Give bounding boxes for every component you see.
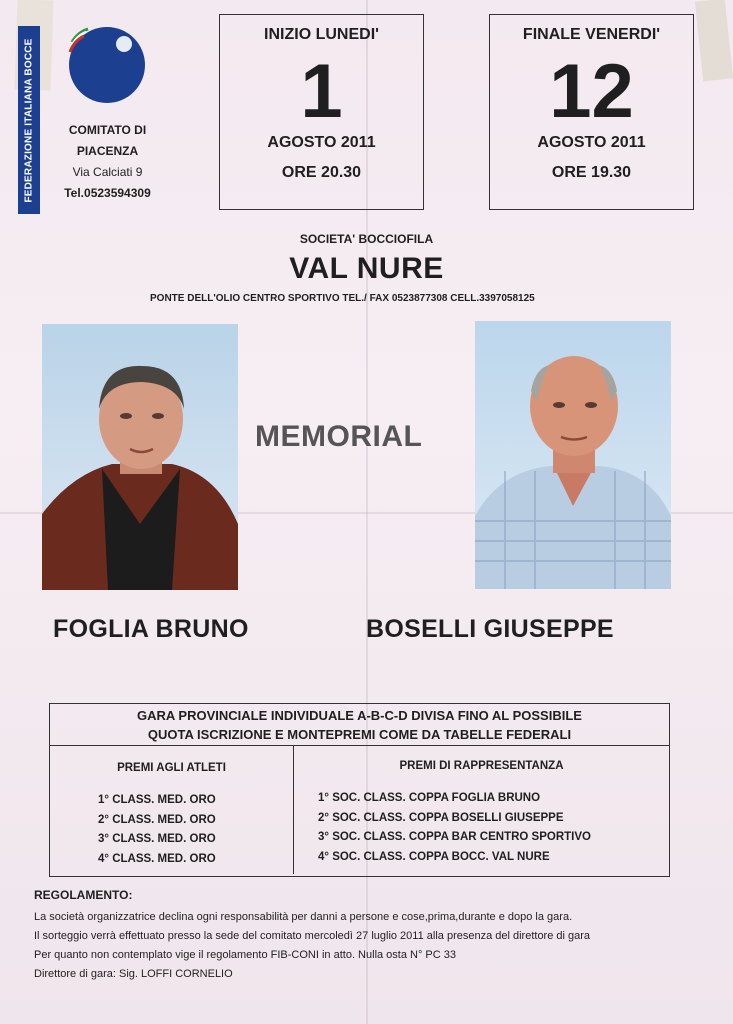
committee-name-line1: COMITATO DI bbox=[68, 123, 147, 137]
athlete-prize-item: 3° CLASS. MED. ORO bbox=[98, 833, 216, 845]
end-label: FINALE VENERDI' bbox=[522, 26, 661, 43]
start-day: 1 bbox=[300, 49, 343, 134]
athlete-prizes-title: PREMI AGLI ATLETI bbox=[117, 762, 226, 774]
federation-strip bbox=[18, 26, 40, 214]
athlete-prize-item: 1° CLASS. MED. ORO bbox=[98, 794, 216, 806]
committee-phone: Tel.0523594309 bbox=[64, 186, 151, 200]
start-month-year: AGOSTO 2011 bbox=[267, 134, 376, 151]
athlete-prize-item: 4° CLASS. MED. ORO bbox=[98, 852, 216, 865]
team-prizes-column bbox=[294, 746, 669, 874]
start-time: ORE 20.30 bbox=[281, 164, 362, 181]
team-prize-item: 3° SOC. CLASS. COPPA BAR CENTRO SPORTIVO bbox=[318, 831, 591, 843]
adhesive-tape-right bbox=[695, 0, 733, 81]
athlete-prize-item: 2° CLASS. MED. ORO bbox=[98, 813, 216, 826]
society-address: PONTE DELL'OLIO CENTRO SPORTIVO TEL./ FAX 0523877308 CELL.3397058125 bbox=[150, 293, 535, 304]
federation-strip-text: FEDERAZIONE ITALIANA BOCCE bbox=[23, 37, 35, 203]
rules-line: Direttore di gara: Sig. LOFFI CORNELIO bbox=[34, 968, 233, 980]
competition-table bbox=[49, 703, 670, 877]
committee-name-line2: PIACENZA bbox=[76, 144, 139, 158]
end-day: 12 bbox=[549, 49, 634, 134]
federation-logo-icon bbox=[66, 26, 148, 104]
competition-line2: QUOTA ISCRIZIONE E MONTEPREMI COME DA TABELLE FEDERALI bbox=[147, 727, 572, 742]
society-label: SOCIETA' BOCCIOFILA bbox=[299, 232, 434, 246]
honoree-photo-left bbox=[42, 324, 238, 590]
honoree-name-left: FOGLIA BRUNO bbox=[53, 615, 249, 643]
end-time: ORE 19.30 bbox=[551, 164, 632, 181]
society-name: VAL NURE bbox=[289, 252, 444, 285]
rules-section bbox=[34, 888, 694, 984]
team-prize-item: 4° SOC. CLASS. COPPA BOCC. VAL NURE bbox=[318, 850, 550, 863]
committee-address: Via Calciati 9 bbox=[72, 165, 143, 179]
start-label: INIZIO LUNEDI' bbox=[264, 26, 379, 43]
team-prize-item: 2° SOC. CLASS. COPPA BOSELLI GIUSEPPE bbox=[318, 811, 564, 824]
rules-line: Per quanto non contemplato vige il regolamento FIB-CONI in atto. Nulla osta N° PC 33 bbox=[34, 949, 457, 961]
end-date-box bbox=[489, 14, 694, 210]
start-date-box bbox=[219, 14, 424, 210]
honoree-photo-right bbox=[475, 321, 671, 589]
team-prize-item: 1° SOC. CLASS. COPPA FOGLIA BRUNO bbox=[318, 792, 541, 804]
competition-header bbox=[50, 704, 669, 746]
rules-title: REGOLAMENTO: bbox=[34, 888, 133, 902]
honoree-name-right: BOSELLI GIUSEPPE bbox=[366, 615, 614, 643]
committee-info bbox=[50, 120, 165, 204]
rules-line: La società organizzatrice declina ogni responsabilità per danni a persone e cose,prima,durante e dopo la gara. bbox=[34, 911, 573, 923]
end-month-year: AGOSTO 2011 bbox=[537, 134, 646, 151]
competition-line1: GARA PROVINCIALE INDIVIDUALE A-B-C-D DIVISA FINO AL POSSIBILE bbox=[137, 708, 582, 723]
rules-line: Il sorteggio verrà effettuato presso la sede del comitato mercoledì 27 luglio 2011 alla presenza del direttore di gara bbox=[34, 930, 591, 942]
memorial-title: MEMORIAL bbox=[255, 420, 423, 453]
team-prizes-title: PREMI DI RAPPRESENTANZA bbox=[399, 760, 564, 772]
athlete-prizes-column bbox=[50, 746, 294, 874]
